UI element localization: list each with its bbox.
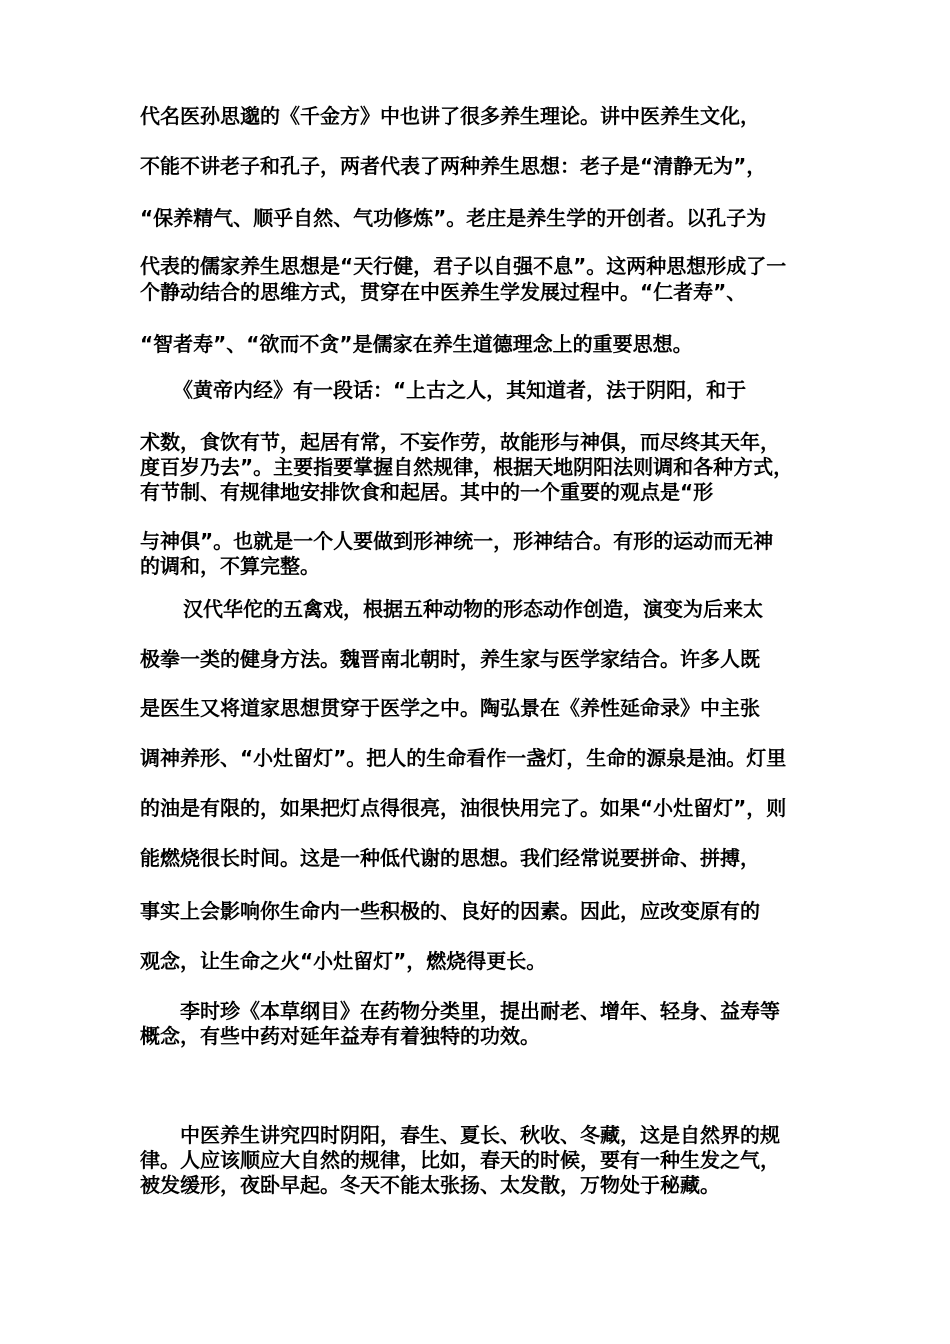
text-line: 度百岁乃去”。主要指要掌握自然规律，根据天地阴阳法则调和各种方式，: [140, 455, 794, 479]
text-line: 《黄帝内经》有一段话：“上古之人，其知道者，法于阴阳，和于: [173, 378, 747, 402]
text-line: 被发缓形，夜卧早起。冬天不能太张扬、太发散，万物处于秘藏。: [140, 1173, 720, 1197]
text-line: 极拳一类的健身方法。魏晋南北朝时，养生家与医学家结合。许多人既: [140, 647, 760, 671]
text-line: 概念，有些中药对延年益寿有着独特的功效。: [140, 1024, 540, 1048]
text-line: 与神俱”。也就是一个人要做到形神统一，形神结合。有形的运动而无神: [140, 529, 774, 553]
text-line: 能燃烧很长时间。这是一种低代谢的思想。我们经常说要拼命、拼搏，: [140, 846, 760, 870]
text-line: 有节制、有规律地安排饮食和起居。其中的一个重要的观点是“形: [140, 480, 714, 504]
text-line: 中医养生讲究四时阴阳，春生、夏长、秋收、冬藏，这是自然界的规: [180, 1123, 780, 1147]
text-line: 是医生又将道家思想贯穿于医学之中。陶弘景在《养性延命录》中主张: [140, 696, 760, 720]
text-line: “保养精气、顺乎自然、气功修炼”。老庄是养生学的开创者。以孔子为: [140, 206, 767, 230]
text-line: 不能不讲老子和孔子，两者代表了两种养生思想：老子是“清静无为”，: [140, 154, 767, 178]
text-line: 李时珍《本草纲目》在药物分类里，提出耐老、增年、轻身、益寿等: [180, 999, 780, 1023]
text-line: 代名医孙思邈的《千金方》中也讲了很多养生理论。讲中医养生文化，: [140, 104, 760, 128]
text-line: 调神养形、“小灶留灯”。把人的生命看作一盏灯，生命的源泉是油。灯里: [140, 746, 787, 770]
text-line: 个静动结合的思维方式，贯穿在中医养生学发展过程中。“仁者寿”、: [140, 280, 747, 304]
text-line: 律。人应该顺应大自然的规律，比如，春天的时候，要有一种生发之气，: [140, 1148, 780, 1172]
text-line: “智者寿”、“欲而不贪”是儒家在养生道德理念上的重要思想。: [140, 332, 693, 356]
text-line: 汉代华佗的五禽戏，根据五种动物的形态动作创造，演变为后来太: [183, 597, 763, 621]
text-line: 的调和，不算完整。: [140, 554, 320, 578]
text-line: 的油是有限的，如果把灯点得很亮，油很快用完了。如果“小灶留灯”，则: [140, 796, 787, 820]
text-line: 代表的儒家养生思想是“天行健，君子以自强不息”。这两种思想形成了一: [140, 254, 787, 278]
text-line: 观念，让生命之火“小灶留灯”，燃烧得更长。: [140, 949, 547, 973]
text-line: 术数，食饮有节，起居有常，不妄作劳，故能形与神俱，而尽终其天年，: [140, 430, 780, 454]
text-line: 事实上会影响你生命内一些积极的、良好的因素。因此，应改变原有的: [140, 899, 760, 923]
